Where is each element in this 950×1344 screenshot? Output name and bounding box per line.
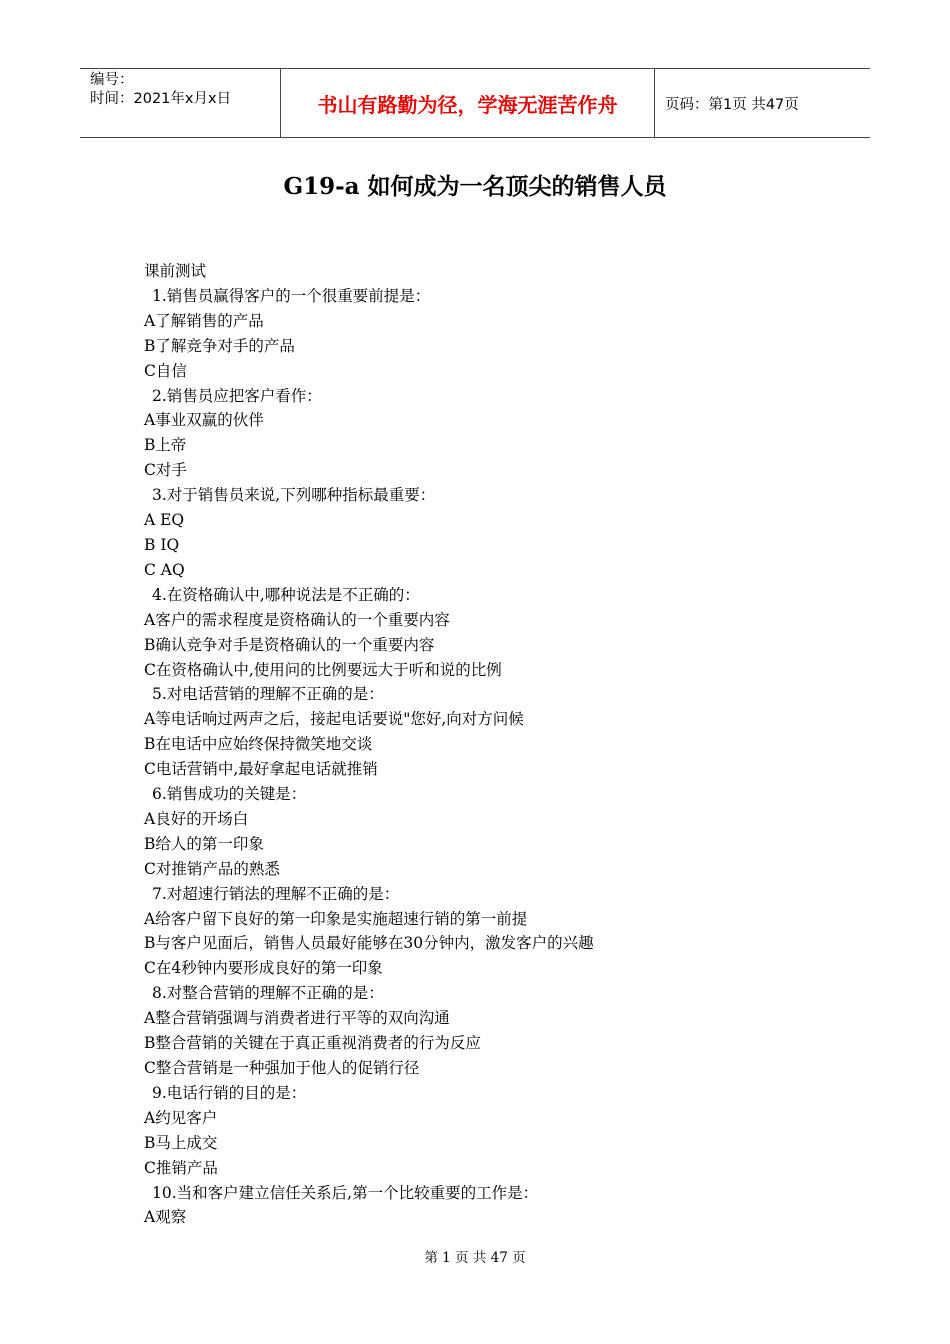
answer-option: A观察	[144, 1208, 187, 1227]
answer-option: C在4秒钟内要形成良好的第一印象	[144, 959, 383, 978]
time-label: 时间：2021年x月x日	[90, 91, 232, 107]
answer-option: B IQ	[144, 535, 180, 554]
question-text: 7.对超速行销法的理解不正确的是：	[152, 884, 400, 903]
answer-option: A给客户留下良好的第一印象是实施超速行销的第一前提	[144, 909, 528, 928]
answer-option: A整合营销强调与消费者进行平等的双向沟通	[144, 1009, 450, 1028]
answer-option: C推销产品	[144, 1158, 218, 1177]
section-heading: 课前测试	[144, 262, 207, 280]
answer-option: B马上成交	[144, 1133, 218, 1152]
answer-option: B了解竞争对手的产品	[144, 336, 295, 355]
number-label: 编号：	[90, 72, 134, 88]
question-text: 10.当和客户建立信任关系后,第一个比较重要的工作是：	[152, 1183, 539, 1202]
header-meta-cell	[80, 69, 281, 137]
answer-option: A了解销售的产品	[144, 311, 264, 330]
question-text: 9.电话行销的目的是：	[152, 1083, 307, 1102]
answer-option: A良好的开场白	[144, 809, 249, 828]
answer-option: A客户的需求程度是资格确认的一个重要内容	[144, 610, 450, 629]
answer-option: C整合营销是一种强加于他人的促销行径	[144, 1059, 420, 1077]
answer-option: C对推销产品的熟悉	[144, 859, 280, 878]
question-text: 8.对整合营销的理解不正确的是：	[152, 984, 384, 1003]
answer-option: B上帝	[144, 436, 187, 455]
question-text: 5.对电话营销的理解不正确的是：	[152, 685, 384, 704]
document-header	[80, 68, 870, 138]
page-footer: 第 1 页 共 47 页	[424, 1250, 526, 1266]
answer-option: C电话营销中,最好拿起电话就推销	[144, 760, 378, 779]
document-title: G19-a 如何成为一名顶尖的销售人员	[283, 173, 667, 200]
answer-option: B在电话中应始终保持微笑地交谈	[144, 735, 373, 754]
answer-option: B给人的第一印象	[144, 834, 264, 853]
answer-option: B确认竞争对手是资格确认的一个重要内容	[144, 635, 435, 654]
answer-option: C AQ	[144, 560, 185, 579]
question-text: 3.对于销售员来说,下列哪种指标最重要：	[152, 486, 436, 505]
answer-option: B与客户见面后，销售人员最好能够在30分钟内，激发客户的兴趣	[144, 934, 594, 953]
question-text: 1.销售员赢得客户的一个很重要前提是：	[152, 286, 431, 305]
answer-option: C对手	[144, 461, 187, 480]
question-text: 2.销售员应把客户看作：	[152, 386, 322, 405]
answer-option: B整合营销的关键在于真正重视消费者的行为反应	[144, 1034, 481, 1053]
motto-text: 书山有路勤为径，学海无涯苦作舟	[317, 92, 618, 117]
motto-cell	[281, 69, 655, 137]
answer-option: C自信	[144, 361, 187, 380]
quiz-content	[144, 259, 844, 1230]
answer-option: A事业双赢的伙伴	[144, 411, 264, 430]
question-text: 4.在资格确认中,哪种说法是不正确的：	[152, 585, 420, 604]
answer-option: C在资格确认中,使用问的比例要远大于听和说的比例	[144, 660, 502, 679]
answer-option: A EQ	[144, 511, 185, 530]
answer-option: A约见客户	[144, 1108, 218, 1127]
question-text: 6.销售成功的关键是：	[152, 785, 307, 804]
answer-option: A等电话响过两声之后，接起电话要说"您好,向对方问候	[144, 710, 524, 729]
page-info-cell	[655, 69, 870, 137]
page-info-text: 页码：第1页 共47页	[665, 96, 799, 113]
